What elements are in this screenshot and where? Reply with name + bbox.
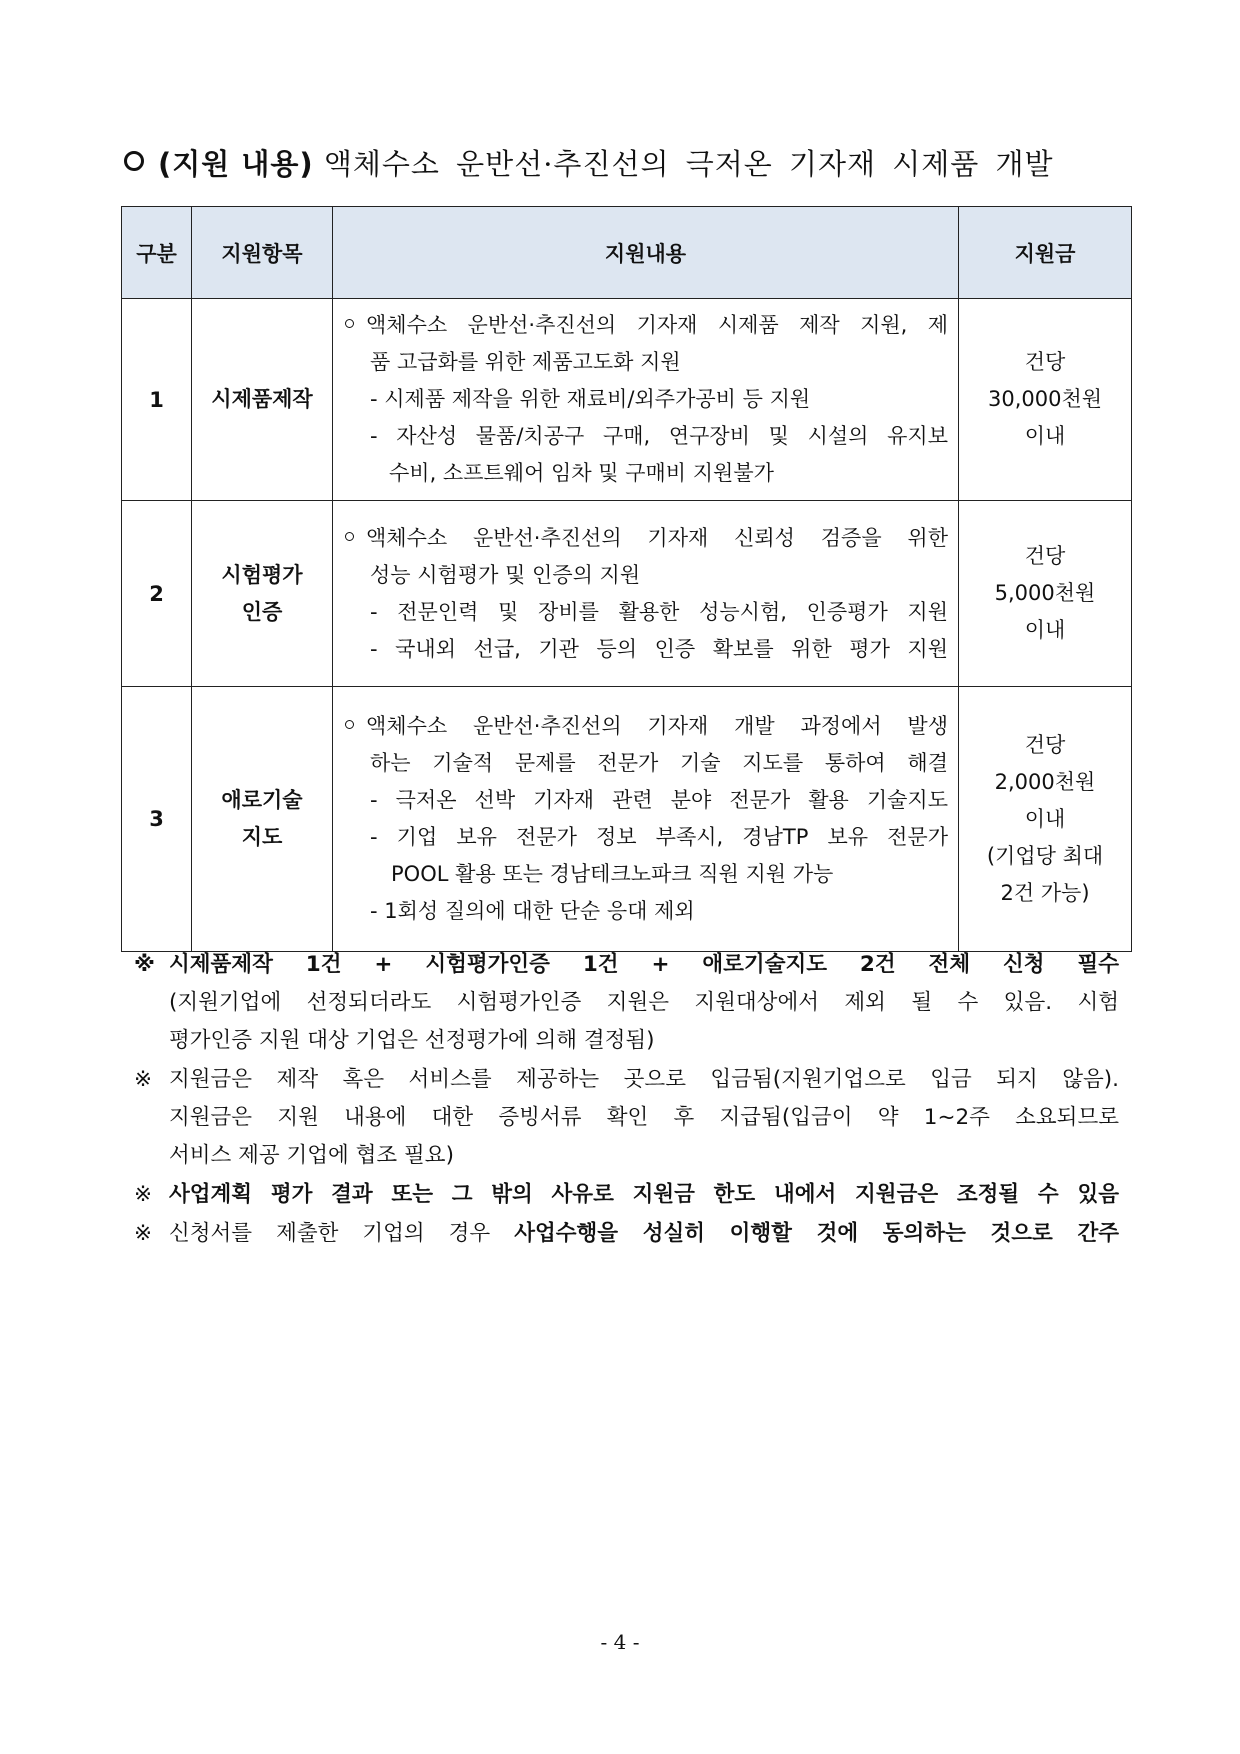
heading-text: 액체수소 운반선·추진선의 극저온 기자재 시제품 개발 xyxy=(323,147,1054,181)
support-content: 액체수소 운반선·추진선의 기자재 개발 과정에서 발생 하는 기술적 문제를 전문가 기술 지도를 통하여 해결 - 극저온 선박 기자재 관련 분야 전문가 활용 기술지도 - 기업 보유 전문가 정보 부족시, 경남TP 보유 전문가 POOL 활용 또는 경남테크노파크 직원 지원 가능 - 1회성 질의에 대한 단순 응대 제외 xyxy=(333,687,959,952)
support-amount: 건당 5,000천원 이내 xyxy=(959,501,1132,687)
support-table xyxy=(121,206,1132,952)
support-content: 액체수소 운반선·추진선의 기자재 시제품 제작 지원, 제 품 고급화를 위한 제품고도화 지원 - 시제품 제작을 위한 재료비/외주가공비 등 지원 - 자산성 물품/치공구 구매, 연구장비 및 시설의 유지보 수비, 소프트웨어 임차 및 구매비 지원불가 xyxy=(333,299,959,501)
note-item: ※ 지원금은 제작 혹은 서비스를 제공하는 곳으로 입금됨(지원기업으로 입금 되지 않음). 지원금은 지원 내용에 대한 증빙서류 확인 후 지급됨(입금이 약 1~2주 소요되므로 서비스 제공 기업에 협조 필요) xyxy=(134,1061,1119,1175)
row-number: 2 xyxy=(122,501,192,687)
small-circle-bullet-icon xyxy=(345,720,354,729)
header-content: 지원내용 xyxy=(333,207,959,299)
table-row xyxy=(122,687,1132,952)
note-item: ※ 사업계획 평가 결과 또는 그 밖의 사유로 지원금 한도 내에서 지원금은 조정될 수 있음 xyxy=(134,1176,1119,1214)
reference-mark-icon: ※ xyxy=(134,1221,153,1246)
row-number: 1 xyxy=(122,299,192,501)
note-item: ※ 시제품제작 1건 + 시험평가인증 1건 + 애로기술지도 2건 전체 신청 필수 (지원기업에 선정되더라도 시험평가인증 지원은 지원대상에서 제외 될 수 있음. 시험 평가인증 지원 대상 기업은 선정평가에 의해 결정됨) xyxy=(134,946,1119,1060)
heading-label: (지원 내용) xyxy=(158,147,314,181)
notes-section xyxy=(134,946,1119,1254)
page-number: - 4 - xyxy=(600,1630,640,1654)
header-amount: 지원금 xyxy=(959,207,1132,299)
support-item: 애로기술 지도 xyxy=(192,687,333,952)
row-number: 3 xyxy=(122,687,192,952)
reference-mark-icon: ※ xyxy=(134,1182,153,1207)
header-item: 지원항목 xyxy=(192,207,333,299)
table-row xyxy=(122,299,1132,501)
section-heading xyxy=(124,142,1054,183)
reference-mark-icon: ※ xyxy=(134,1067,153,1092)
support-item: 시제품제작 xyxy=(192,299,333,501)
support-amount: 건당 30,000천원 이내 xyxy=(959,299,1132,501)
reference-mark-icon: ※ xyxy=(134,952,155,977)
support-amount: 건당 2,000천원 이내 (기업당 최대 2건 가능) xyxy=(959,687,1132,952)
small-circle-bullet-icon xyxy=(345,319,354,328)
support-item: 시험평가 인증 xyxy=(192,501,333,687)
header-division: 구분 xyxy=(122,207,192,299)
table-header-row xyxy=(122,207,1132,299)
note-item: ※ 신청서를 제출한 기업의 경우 사업수행을 성실히 이행할 것에 동의하는 것으로 간주 xyxy=(134,1215,1119,1253)
circle-bullet-icon xyxy=(124,151,144,171)
support-content: 액체수소 운반선·추진선의 기자재 신뢰성 검증을 위한 성능 시험평가 및 인증의 지원 - 전문인력 및 장비를 활용한 성능시험, 인증평가 지원 - 국내외 선급, 기관 등의 인증 확보를 위한 평가 지원 xyxy=(333,501,959,687)
small-circle-bullet-icon xyxy=(345,532,354,541)
table-row xyxy=(122,501,1132,687)
